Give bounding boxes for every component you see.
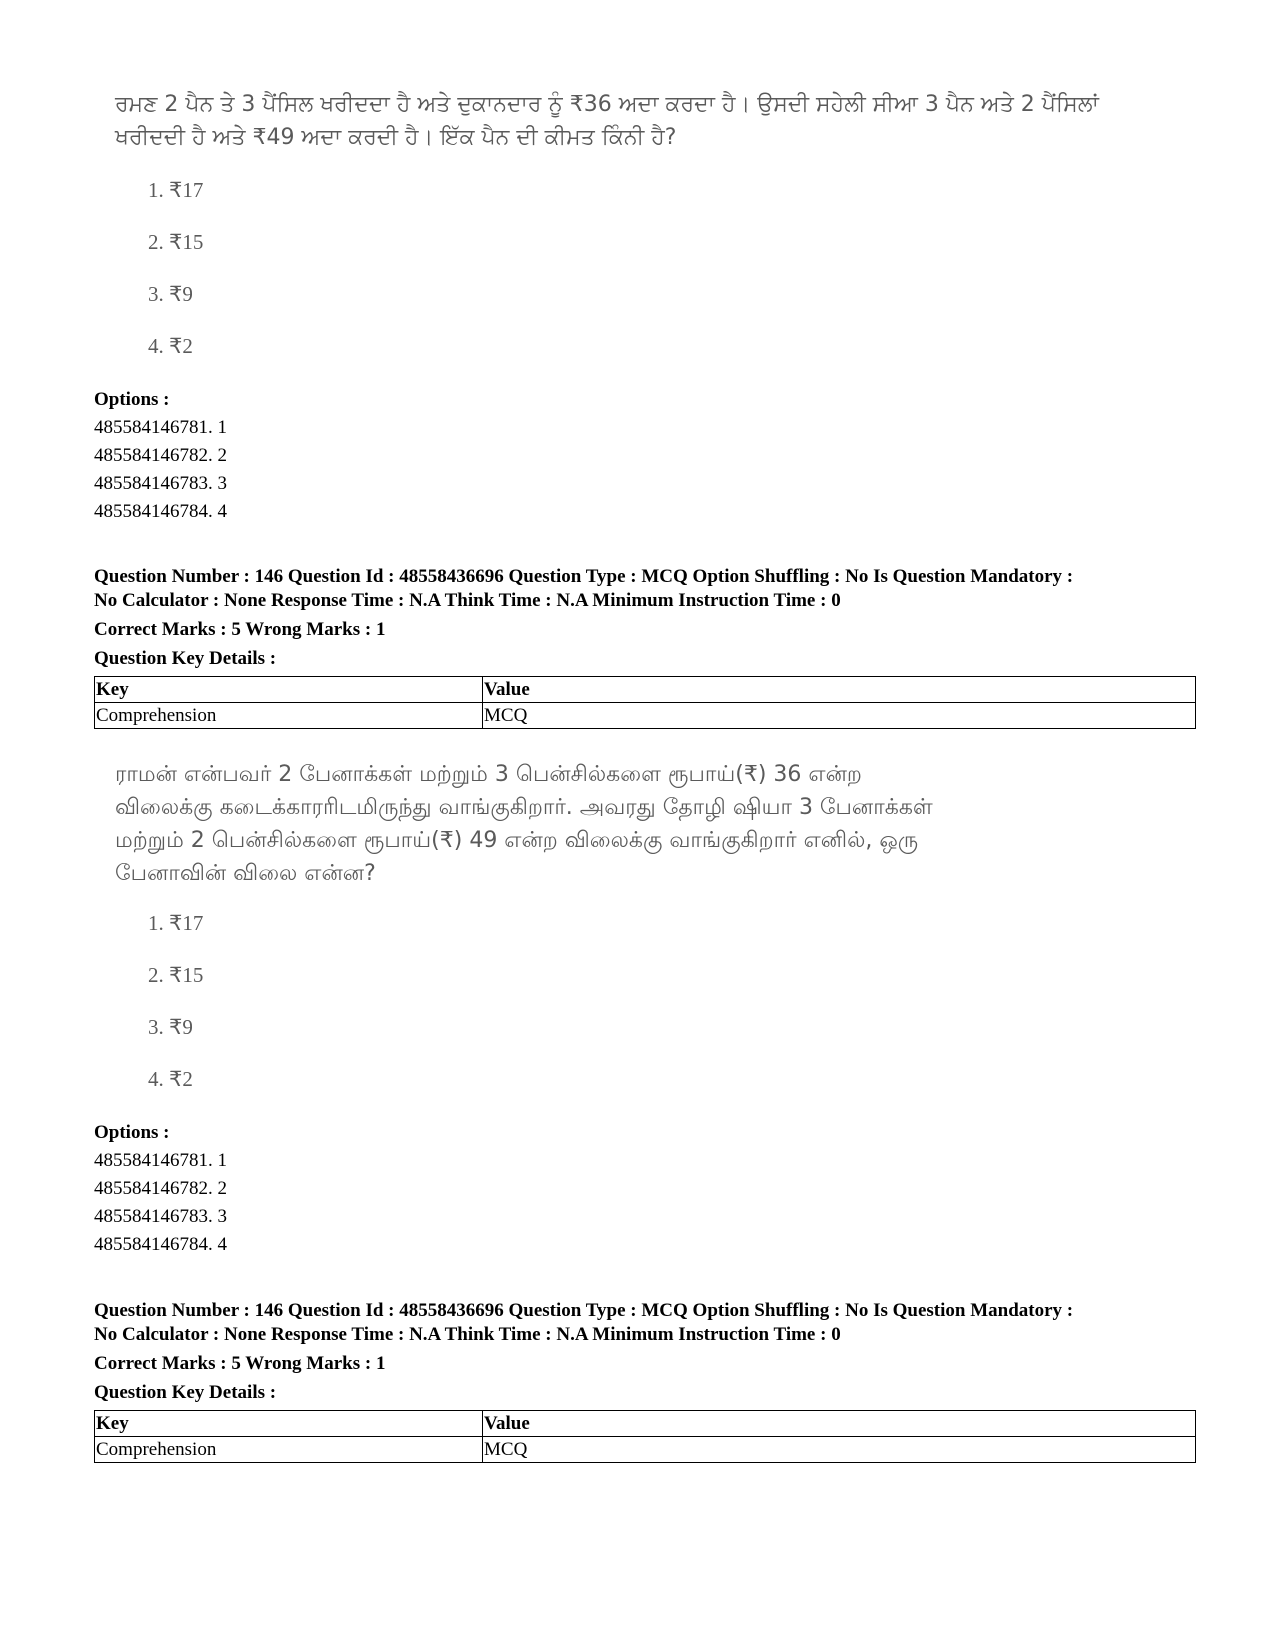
option-id-4: 485584146784. 4 [94,1234,227,1255]
image-option-3: 3. ₹9 [148,1015,193,1039]
option-id-1: 485584146781. 1 [94,417,227,438]
key-details-table [94,1410,1196,1463]
option-id-2: 485584146782. 2 [94,1178,227,1199]
option-id-3: 485584146783. 3 [94,473,227,494]
cell-key: Comprehension [95,1437,483,1463]
cell-value: MCQ [483,703,1196,729]
marks-line: Correct Marks : 5 Wrong Marks : 1 [94,1353,386,1374]
question-meta [94,565,1204,613]
image-option-1: 1. ₹17 [148,911,204,935]
key-details-table [94,676,1196,729]
cell-key: Comprehension [95,703,483,729]
question-line: பேனாவின் விலை என்ன? [115,861,376,886]
option-id-3: 485584146783. 3 [94,1206,227,1227]
key-details-label: Question Key Details : [94,1382,277,1403]
table-row [95,1437,1196,1463]
question-meta [94,1299,1204,1347]
table-header-row [95,677,1196,703]
question-line: மற்றும் 2 பென்சில்களை ரூபாய்(₹) 49 என்ற விலைக்கு வாங்குகிறார் எனில், ஒரு [115,828,919,853]
question-line: ਰਮਣ 2 ਪੈਨ ਤੇ 3 ਪੈਂਸਿਲ ਖਰੀਦਦਾ ਹੈ ਅਤੇ ਦੁਕਾਨਦਾਰ ਨੂੰ ₹36 ਅਦਾ ਕਰਦਾ ਹੈ। ਉਸਦੀ ਸਹੇਲੀ ਸੀਆ 3 ਪੈਨ ਅਤੇ 2 ਪੈਂਸਿਲਾਂ [115,92,1099,117]
question-line: ਖਰੀਦਦੀ ਹੈ ਅਤੇ ₹49 ਅਦਾ ਕਰਦੀ ਹੈ। ਇੱਕ ਪੈਨ ਦੀ ਕੀਮਤ ਕਿੰਨੀ ਹੈ? [115,125,677,150]
meta-line-2: No Calculator : None Response Time : N.A Think Time : N.A Minimum Instruction Time : 0 [94,1324,841,1345]
table-header-row [95,1411,1196,1437]
question-line: ராமன் என்பவர் 2 பேனாக்கள் மற்றும் 3 பென்சில்களை ரூபாய்(₹) 36 என்ற [115,762,862,787]
cell-value: MCQ [483,1437,1196,1463]
header-key: Key [95,677,483,703]
option-id-2: 485584146782. 2 [94,445,227,466]
image-option-2: 2. ₹15 [148,230,204,254]
key-details-label: Question Key Details : [94,648,277,669]
header-value: Value [483,677,1196,703]
header-key: Key [95,1411,483,1437]
table-row [95,703,1196,729]
marks-line: Correct Marks : 5 Wrong Marks : 1 [94,619,386,640]
options-label: Options : [94,1122,170,1143]
option-id-4: 485584146784. 4 [94,501,227,522]
meta-line-1: Question Number : 146 Question Id : 48558436696 Question Type : MCQ Option Shuffling : No Is Question Mandatory : [94,566,1074,587]
image-option-2: 2. ₹15 [148,963,204,987]
option-id-1: 485584146781. 1 [94,1150,227,1171]
image-option-4: 4. ₹2 [148,334,193,358]
question-line: விலைக்கு கடைக்காரரிடமிருந்து வாங்குகிறார். அவரது தோழி ஷியா 3 பேனாக்கள் [115,795,933,820]
header-value: Value [483,1411,1196,1437]
image-option-1: 1. ₹17 [148,178,204,202]
options-label: Options : [94,389,170,410]
question-text-punjabi [115,88,1155,154]
meta-line-1: Question Number : 146 Question Id : 48558436696 Question Type : MCQ Option Shuffling : No Is Question Mandatory : [94,1300,1074,1321]
image-option-3: 3. ₹9 [148,282,193,306]
image-option-4: 4. ₹2 [148,1067,193,1091]
meta-line-2: No Calculator : None Response Time : N.A Think Time : N.A Minimum Instruction Time : 0 [94,590,841,611]
question-text-tamil [115,758,1155,890]
